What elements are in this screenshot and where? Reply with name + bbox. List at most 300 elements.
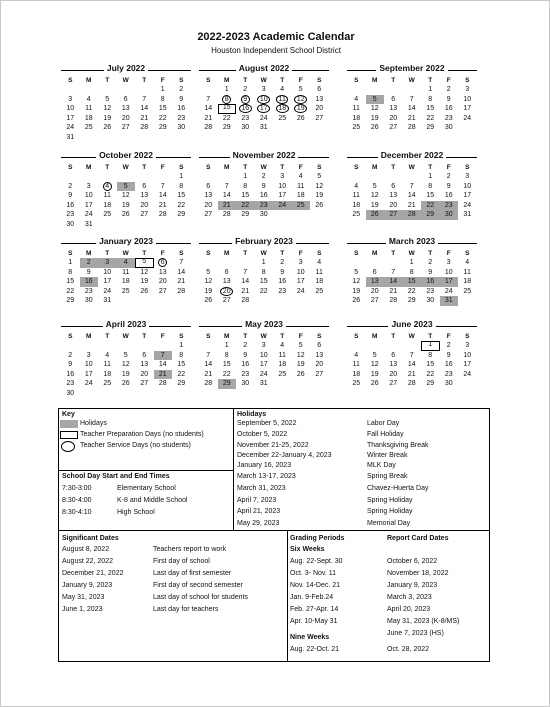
- day-cell: [98, 351, 117, 361]
- day-number: 23: [241, 114, 250, 122]
- day-cell: [384, 379, 403, 389]
- day-number: 21: [407, 201, 416, 209]
- day-cell: [135, 296, 154, 306]
- day-cell: [366, 210, 385, 220]
- day-number: 6: [206, 182, 211, 190]
- day-number: 13: [140, 361, 149, 369]
- day-cell: [255, 95, 274, 105]
- day-cell: [117, 220, 136, 230]
- day-cell: [154, 133, 173, 143]
- month-calendar: [61, 65, 191, 143]
- day-number: 11: [463, 268, 471, 276]
- week-row: [199, 379, 329, 389]
- day-cell: [255, 268, 274, 278]
- weekday-label: T: [243, 250, 248, 257]
- day-cell: [273, 351, 292, 361]
- day-number: 21: [204, 370, 213, 378]
- day-cell: [172, 85, 191, 95]
- week-row: [199, 123, 329, 133]
- day-cell: [292, 360, 311, 370]
- day-number: 20: [389, 370, 398, 378]
- day-cell: [255, 351, 274, 361]
- holidays-heading: Holidays: [237, 411, 267, 418]
- weekday-label: S: [179, 333, 184, 340]
- day-number: 15: [222, 361, 231, 369]
- grading-period: Jan. 9-Feb.24: [290, 594, 334, 601]
- day-cell: [403, 114, 422, 124]
- day-number: 28: [407, 124, 416, 132]
- day-cell: [199, 351, 218, 361]
- day-number: 21: [177, 278, 186, 286]
- weekday-label: T: [280, 250, 285, 257]
- day-number: 5: [123, 351, 128, 359]
- day-number: 8: [179, 351, 184, 359]
- day-number: 14: [140, 105, 149, 113]
- day-cell: [440, 95, 459, 105]
- day-cell: [310, 172, 329, 182]
- day-cell: [366, 95, 385, 105]
- day-number: 2: [428, 259, 433, 266]
- day-cell: [347, 341, 366, 351]
- day-cell: [347, 182, 366, 192]
- report-date: November 18, 2022: [387, 570, 449, 577]
- day-number: 27: [140, 380, 149, 388]
- day-cell: [98, 210, 117, 220]
- day-cell: [135, 277, 154, 287]
- day-cell: [384, 351, 403, 361]
- day-cell: [61, 296, 80, 306]
- week-row: [347, 172, 477, 182]
- day-cell: [80, 191, 99, 201]
- day-cell: [255, 379, 274, 389]
- day-number: 8: [224, 351, 229, 359]
- report-date: May 31, 2023 (K-8/MS): [387, 618, 460, 625]
- day-number: 18: [352, 370, 361, 378]
- day-cell: [421, 191, 440, 201]
- day-number: 10: [84, 361, 93, 369]
- day-number: 27: [389, 380, 398, 388]
- day-number: 7: [243, 268, 248, 276]
- day-cell: [117, 258, 136, 268]
- day-number: 25: [278, 114, 287, 122]
- day-cell: [236, 351, 255, 361]
- holiday-date: January 16, 2023: [237, 462, 292, 469]
- day-cell: [117, 210, 136, 220]
- weekday-label: S: [465, 333, 470, 340]
- school-day-heading: School Day Start and End Times: [62, 473, 170, 480]
- day-number: 4: [103, 182, 112, 191]
- weekday-label: T: [142, 164, 147, 171]
- day-cell: [61, 172, 80, 182]
- day-cell: [80, 133, 99, 143]
- day-number: 7: [206, 351, 211, 359]
- day-cell: [403, 258, 422, 268]
- day-number: 26: [296, 114, 305, 122]
- day-cell: [236, 268, 255, 278]
- day-cell: [255, 360, 274, 370]
- day-number: 9: [243, 351, 248, 359]
- day-number: 5: [372, 95, 377, 103]
- day-cell: [458, 95, 477, 105]
- day-number: 8: [428, 182, 433, 190]
- day-number: 16: [444, 361, 453, 369]
- day-cell: [61, 182, 80, 192]
- day-cell: [347, 360, 366, 370]
- day-number: 2: [446, 86, 451, 93]
- day-cell: [347, 277, 366, 287]
- day-cell: [310, 268, 329, 278]
- day-number: 4: [354, 351, 359, 359]
- day-cell: [384, 258, 403, 268]
- day-number: 17: [463, 192, 472, 200]
- significant-date: January 9, 2023: [62, 582, 113, 589]
- month-name: November 2022: [230, 150, 299, 160]
- day-cell: [403, 277, 422, 287]
- day-cell: [458, 268, 477, 278]
- day-cell: [310, 370, 329, 380]
- weekday-label: S: [317, 164, 322, 171]
- day-number: 29: [177, 211, 186, 219]
- day-cell: [199, 201, 218, 211]
- day-cell: [80, 182, 99, 192]
- day-cell: [273, 296, 292, 306]
- day-cell: [347, 351, 366, 361]
- day-cell: [255, 182, 274, 192]
- day-cell: [440, 172, 459, 182]
- day-cell: [292, 123, 311, 133]
- day-cell: [199, 191, 218, 201]
- day-number: 22: [66, 287, 75, 295]
- weekday-label: F: [298, 333, 303, 340]
- week-row: [347, 123, 477, 133]
- day-cell: [80, 201, 99, 211]
- weekday-label: W: [260, 77, 267, 84]
- day-cell: [199, 296, 218, 306]
- day-cell: [98, 370, 117, 380]
- week-row: [61, 296, 191, 306]
- significant-date: August 8, 2022: [62, 546, 110, 553]
- weekday-label: F: [160, 77, 165, 84]
- day-number: 20: [140, 201, 149, 209]
- day-number: 17: [296, 278, 305, 286]
- day-cell: [403, 95, 422, 105]
- week-row: [347, 341, 477, 351]
- month-header: [199, 321, 329, 332]
- day-number: 25: [278, 370, 287, 378]
- day-cell: [199, 360, 218, 370]
- day-cell: [403, 210, 422, 220]
- day-number: 28: [158, 380, 167, 388]
- month-name: September 2022: [376, 63, 447, 73]
- school-time: 8:30-4:10: [62, 509, 92, 516]
- day-cell: [440, 360, 459, 370]
- day-cell: [255, 296, 274, 306]
- weekday-label: S: [179, 250, 184, 257]
- day-number: 13: [121, 105, 130, 113]
- day-cell: [292, 341, 311, 351]
- day-cell: [172, 389, 191, 399]
- day-number: 4: [317, 259, 322, 266]
- day-number: 6: [317, 86, 322, 93]
- day-number: 10: [103, 268, 112, 276]
- day-number: 5: [372, 351, 377, 359]
- day-number: 30: [66, 220, 75, 228]
- day-number: 4: [298, 173, 303, 180]
- day-number: 9: [280, 268, 285, 276]
- day-cell: [135, 191, 154, 201]
- day-number: 9: [446, 95, 451, 103]
- day-cell: [440, 296, 459, 306]
- day-number: 28: [407, 211, 416, 219]
- day-cell: [273, 104, 292, 114]
- day-number: 5: [317, 173, 322, 180]
- day-cell: [273, 341, 292, 351]
- day-number: 15: [177, 192, 186, 200]
- day-cell: [172, 277, 191, 287]
- day-number: 12: [121, 192, 130, 200]
- day-number: 26: [121, 380, 130, 388]
- week-row: [199, 114, 329, 124]
- day-cell: [347, 370, 366, 380]
- day-number: 18: [463, 278, 472, 286]
- holiday-name: Fall Holiday: [367, 431, 404, 438]
- day-number: 30: [426, 297, 435, 305]
- day-number: 11: [85, 105, 93, 113]
- day-cell: [292, 277, 311, 287]
- day-cell: [218, 114, 237, 124]
- day-number: 20: [370, 287, 379, 295]
- day-cell: [366, 104, 385, 114]
- day-cell: [440, 287, 459, 297]
- month-calendar: [347, 238, 477, 306]
- day-number: 20: [315, 105, 324, 113]
- day-cell: [98, 220, 117, 230]
- day-number: 8: [428, 351, 433, 359]
- page-subtitle: Houston Independent School District: [211, 46, 341, 55]
- day-number: 18: [121, 278, 130, 286]
- week-row: [61, 201, 191, 211]
- grading-period: Apr. 10-May 31: [290, 618, 338, 625]
- day-cell: [117, 191, 136, 201]
- day-number: 17: [257, 104, 270, 113]
- day-cell: [98, 277, 117, 287]
- day-number: 19: [140, 278, 149, 286]
- day-number: 6: [123, 95, 128, 103]
- day-number: 16: [278, 278, 287, 286]
- week-row: [347, 379, 477, 389]
- day-number: 9: [446, 182, 451, 190]
- day-number: 17: [444, 278, 453, 286]
- day-number: 22: [426, 201, 435, 209]
- day-cell: [384, 370, 403, 380]
- day-cell: [292, 287, 311, 297]
- day-cell: [61, 133, 80, 143]
- week-row: [61, 379, 191, 389]
- day-cell: [292, 210, 311, 220]
- day-cell: [236, 85, 255, 95]
- day-number: 28: [222, 211, 231, 219]
- day-number: 16: [444, 192, 453, 200]
- day-number: 13: [315, 351, 324, 359]
- significant-event: Last day of school for students: [153, 594, 248, 601]
- day-cell: [61, 210, 80, 220]
- day-cell: [80, 210, 99, 220]
- weekday-label: F: [160, 164, 165, 171]
- week-row: [61, 133, 191, 143]
- day-cell: [310, 210, 329, 220]
- weekday-label: W: [122, 250, 129, 257]
- month-calendar: [199, 152, 329, 220]
- day-number: 29: [177, 380, 186, 388]
- day-number: 16: [239, 104, 252, 113]
- day-number: 3: [261, 86, 266, 93]
- month-name: October 2022: [96, 150, 156, 160]
- day-cell: [80, 351, 99, 361]
- day-cell: [366, 114, 385, 124]
- day-cell: [384, 210, 403, 220]
- day-cell: [421, 95, 440, 105]
- holiday-name: MLK Day: [367, 462, 396, 469]
- day-cell: [98, 95, 117, 105]
- day-number: 27: [121, 124, 130, 132]
- day-number: 1: [68, 259, 73, 266]
- day-number: 8: [68, 268, 73, 276]
- day-number: 18: [103, 201, 112, 209]
- day-cell: [218, 268, 237, 278]
- weekday-label: S: [317, 250, 322, 257]
- day-cell: [80, 268, 99, 278]
- day-number: 15: [66, 278, 75, 286]
- week-row: [199, 85, 329, 95]
- day-cell: [199, 210, 218, 220]
- holiday-name: Spring Holiday: [367, 497, 413, 504]
- significant-event: First day of school: [153, 558, 210, 565]
- day-number: 12: [204, 278, 213, 286]
- day-cell: [403, 201, 422, 211]
- day-cell: [347, 191, 366, 201]
- day-cell: [236, 370, 255, 380]
- weekday-label: T: [105, 164, 110, 171]
- month-header: [347, 65, 477, 76]
- month-name: January 2023: [96, 236, 156, 246]
- day-cell: [403, 287, 422, 297]
- day-number: 21: [222, 201, 231, 209]
- day-number: 17: [84, 201, 93, 209]
- day-cell: [421, 296, 440, 306]
- report-heading: Report Card Dates: [387, 535, 449, 542]
- day-number: 23: [426, 287, 435, 295]
- month-header: [61, 238, 191, 249]
- day-cell: [135, 95, 154, 105]
- day-number: 7: [179, 259, 184, 266]
- day-cell: [366, 191, 385, 201]
- day-number: 29: [426, 124, 435, 132]
- day-number: 13: [389, 105, 398, 113]
- day-cell: [172, 104, 191, 114]
- day-number: 25: [103, 380, 112, 388]
- weekday-label: S: [317, 77, 322, 84]
- day-number: 5: [105, 95, 110, 103]
- day-cell: [135, 389, 154, 399]
- day-cell: [117, 95, 136, 105]
- day-number: 12: [296, 351, 305, 359]
- day-cell: [117, 268, 136, 278]
- week-row: [347, 114, 477, 124]
- day-number: 12: [140, 268, 149, 276]
- day-cell: [440, 191, 459, 201]
- day-cell: [98, 172, 117, 182]
- week-row: [61, 191, 191, 201]
- day-number: 30: [444, 124, 453, 132]
- day-cell: [366, 123, 385, 133]
- month-name: July 2022: [104, 63, 148, 73]
- day-cell: [98, 123, 117, 133]
- day-cell: [98, 296, 117, 306]
- day-number: 2: [68, 182, 73, 190]
- day-number: 27: [370, 297, 379, 305]
- day-cell: [273, 172, 292, 182]
- day-number: 21: [407, 114, 416, 122]
- week-row: [61, 287, 191, 297]
- day-cell: [154, 370, 173, 380]
- day-cell: [273, 277, 292, 287]
- day-number: 5: [123, 182, 128, 190]
- weekday-label: S: [465, 77, 470, 84]
- day-cell: [347, 287, 366, 297]
- day-number: 24: [278, 201, 287, 209]
- day-cell: [154, 351, 173, 361]
- week-row: [347, 95, 477, 105]
- day-number: 3: [261, 342, 266, 349]
- holiday-date: May 29, 2023: [237, 520, 280, 527]
- day-cell: [199, 172, 218, 182]
- day-number: 1: [160, 86, 165, 93]
- weekday-label: T: [243, 77, 248, 84]
- day-cell: [199, 287, 218, 297]
- significant-heading: Significant Dates: [62, 535, 119, 542]
- week-row: [61, 182, 191, 192]
- day-cell: [199, 268, 218, 278]
- day-cell: [172, 351, 191, 361]
- day-number: 7: [206, 95, 211, 103]
- day-number: 17: [259, 361, 268, 369]
- month-name: March 2023: [386, 236, 438, 246]
- day-number: 4: [354, 182, 359, 190]
- weekday-label: F: [446, 77, 451, 84]
- day-cell: [135, 379, 154, 389]
- day-cell: [366, 258, 385, 268]
- day-cell: [366, 277, 385, 287]
- week-row: [199, 201, 329, 211]
- day-cell: [255, 104, 274, 114]
- day-number: 9: [428, 268, 433, 276]
- day-cell: [236, 201, 255, 211]
- weekday-label: W: [408, 77, 415, 84]
- day-number: 9: [68, 192, 73, 200]
- day-cell: [135, 370, 154, 380]
- day-cell: [135, 104, 154, 114]
- day-cell: [458, 351, 477, 361]
- day-number: 14: [407, 192, 416, 200]
- day-cell: [199, 182, 218, 192]
- week-row: [61, 277, 191, 287]
- day-cell: [236, 360, 255, 370]
- day-cell: [80, 341, 99, 351]
- day-number: 8: [428, 95, 433, 103]
- day-number: 11: [352, 105, 360, 113]
- day-number: 26: [121, 211, 130, 219]
- week-row: [347, 370, 477, 380]
